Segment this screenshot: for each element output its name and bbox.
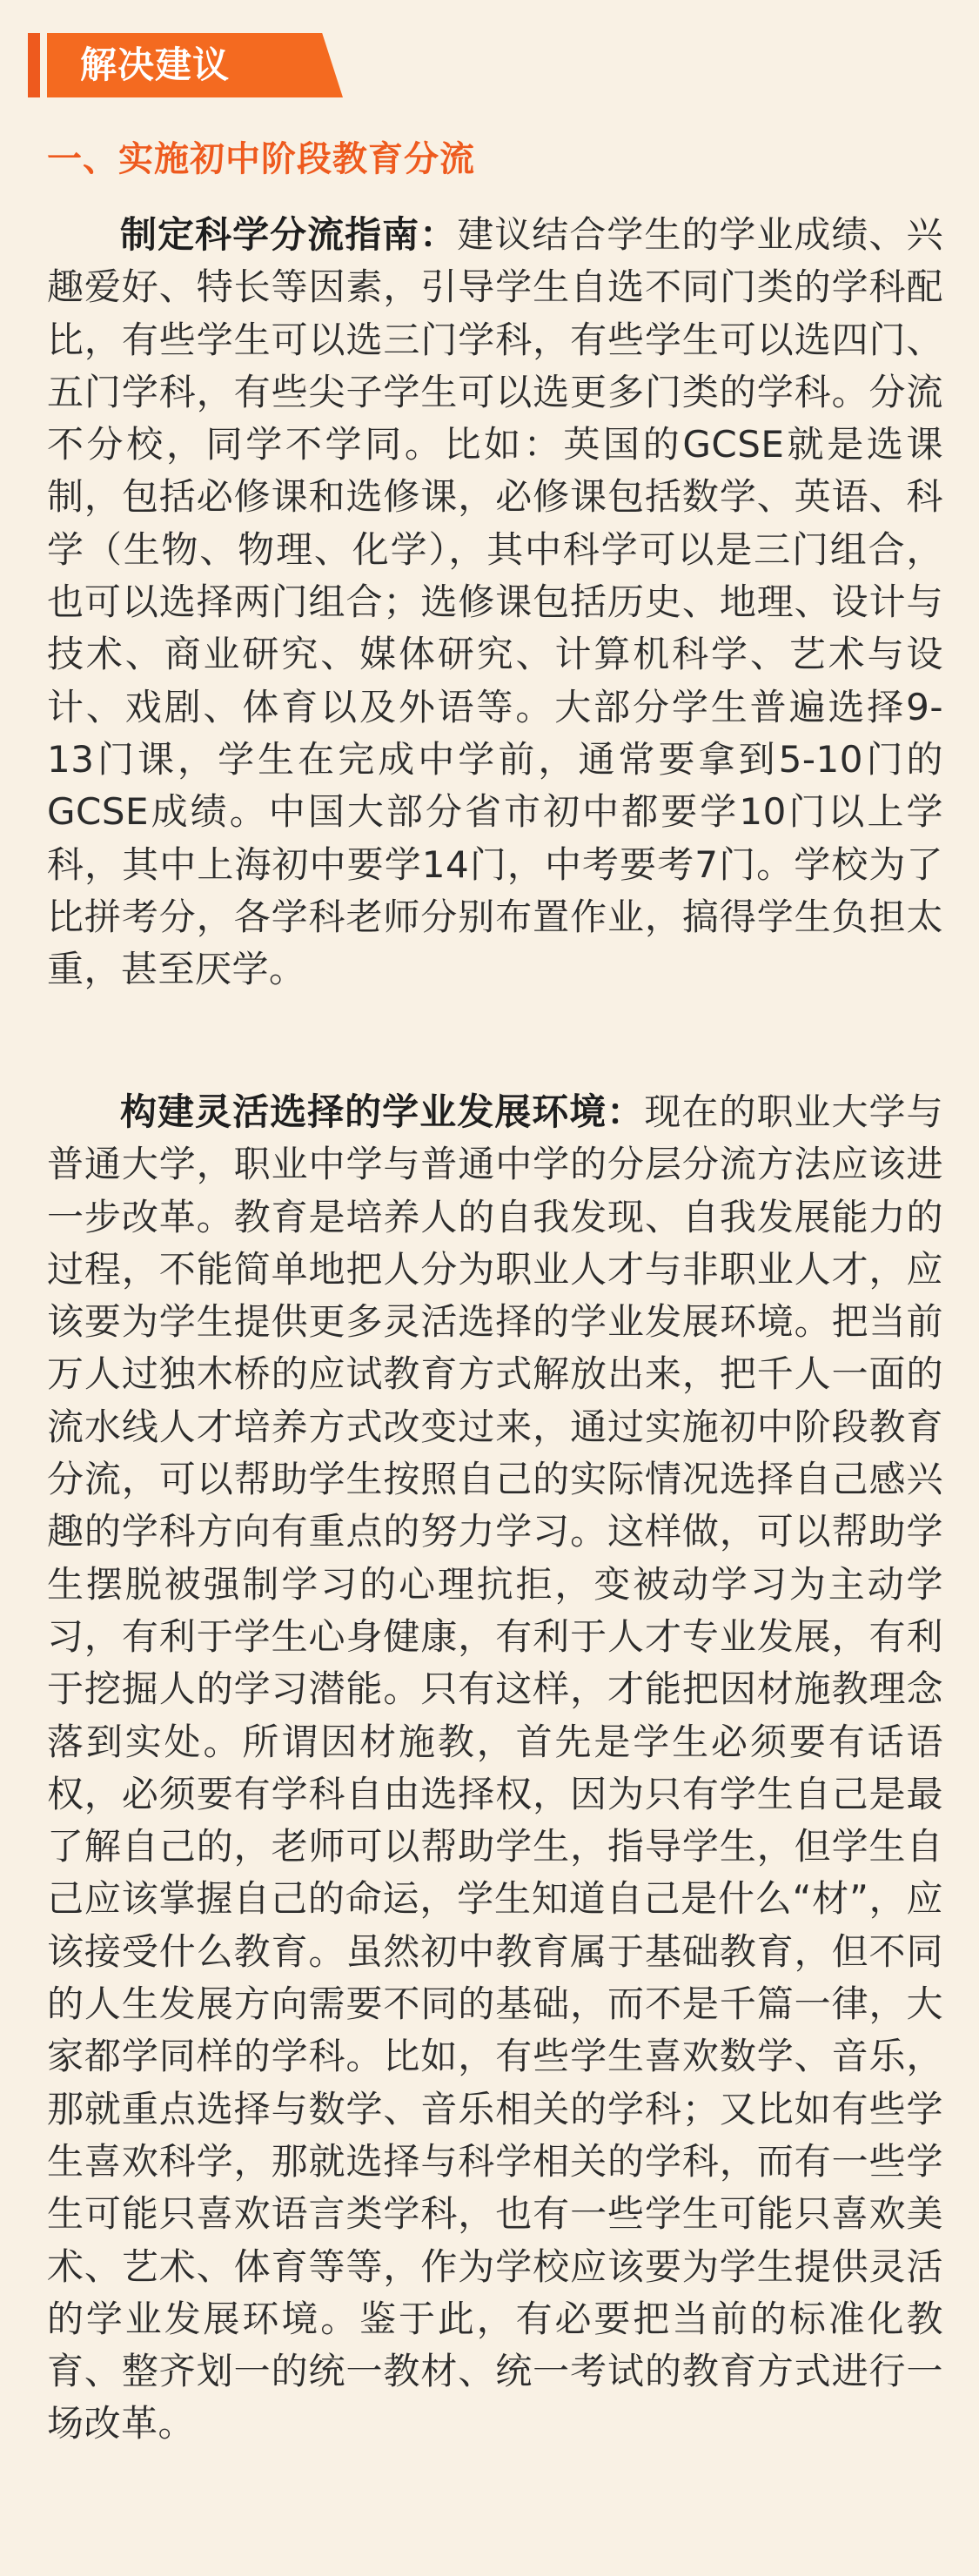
paragraph-environment (47, 1086, 943, 2451)
paragraph-body: 现在的职业大学与普通大学，职业中学与普通中学的分层分流方法应该进一步改革。教育是培养人的自我发现、自我发展能力的过程，不能简单地把人分为职业人才与非职业人才，应该要为学生提供更多灵活选择的学业发展环境。把当前万人过独木桥的应试教育方式解放出来，把千人一面的流水线人才培养方式改变过来，通过实施初中阶段教育分流，可以帮助学生按照自己的实际情况选择自己感兴趣的学科方向有重点的努力学习。这样做，可以帮助学生摆脱被强制学习的心理抗拒，变被动学习为主动学习，有利于学生心身健康，有利于人才专业发展，有利于挖掘人的学习潜能。只有这样，才能把因材施教理念落到实处。所谓因材施教，首先是学生必须要有话语权，必须要有学科自由选择权，因为只有学生自己是最了解自己的，老师可以帮助学生，指导学生，但学生自己应该掌握自己的命运，学生知道自己是什么“材”，应该接受什么教育。虽然初中教育属于基础教育，但不同的人生发展方向需要不同的基础，而不是千篇一律，大家都学同样的学科。比如，有些学生喜欢数学、音乐，那就重点选择与数学、音乐相关的学科；又比如有些学生喜欢科学，那就选择与科学相关的学科，而有一些学生可能只喜欢语言类学科，也有一些学生可能只喜欢美术、艺术、体育等等，作为学校应该要为学生提供灵活的学业发展环境。鉴于此，有必要把当前的标准化教育、整齐划一的统一教材、统一考试的教育方式进行一场改革。 (47, 1090, 943, 2445)
paragraph-lead: 构建灵活选择的学业发展环境： (120, 1090, 645, 1133)
paragraph-lead: 制定科学分流指南： (120, 213, 458, 256)
banner-title: 解决建议 (80, 44, 231, 86)
paragraph-guidelines (47, 209, 943, 996)
paragraph-body: 建议结合学生的学业成绩、兴趣爱好、特长等因素，引导学生自选不同门类的学科配比，有些学生可以选三门学科，有些学生可以选四门、五门学科，有些尖子学生可以选更多门类的学科。分流不分校，同学不学同。比如：英国的GCSE就是选课制，包括必修课和选修课，必修课包括数学、英语、科学（生物、物理、化学），其中科学可以是三门组合，也可以选择两门组合；选修课包括历史、地理、设计与技术、商业研究、媒体研究、计算机科学、艺术与设计、戏剧、体育以及外语等。大部分学生普遍选择9-13门课，学生在完成中学前，通常要拿到5-10门的GCSE成绩。中国大部分省市初中都要学10门以上学科，其中上海初中要学14门，中考要考7门。学校为了比拼考分，各学科老师分别布置作业，搞得学生负担太重，甚至厌学。 (47, 213, 943, 991)
section-heading: 一、实施初中阶段教育分流 (47, 139, 475, 179)
banner-accent-bar (28, 33, 40, 97)
section-banner (28, 33, 343, 97)
